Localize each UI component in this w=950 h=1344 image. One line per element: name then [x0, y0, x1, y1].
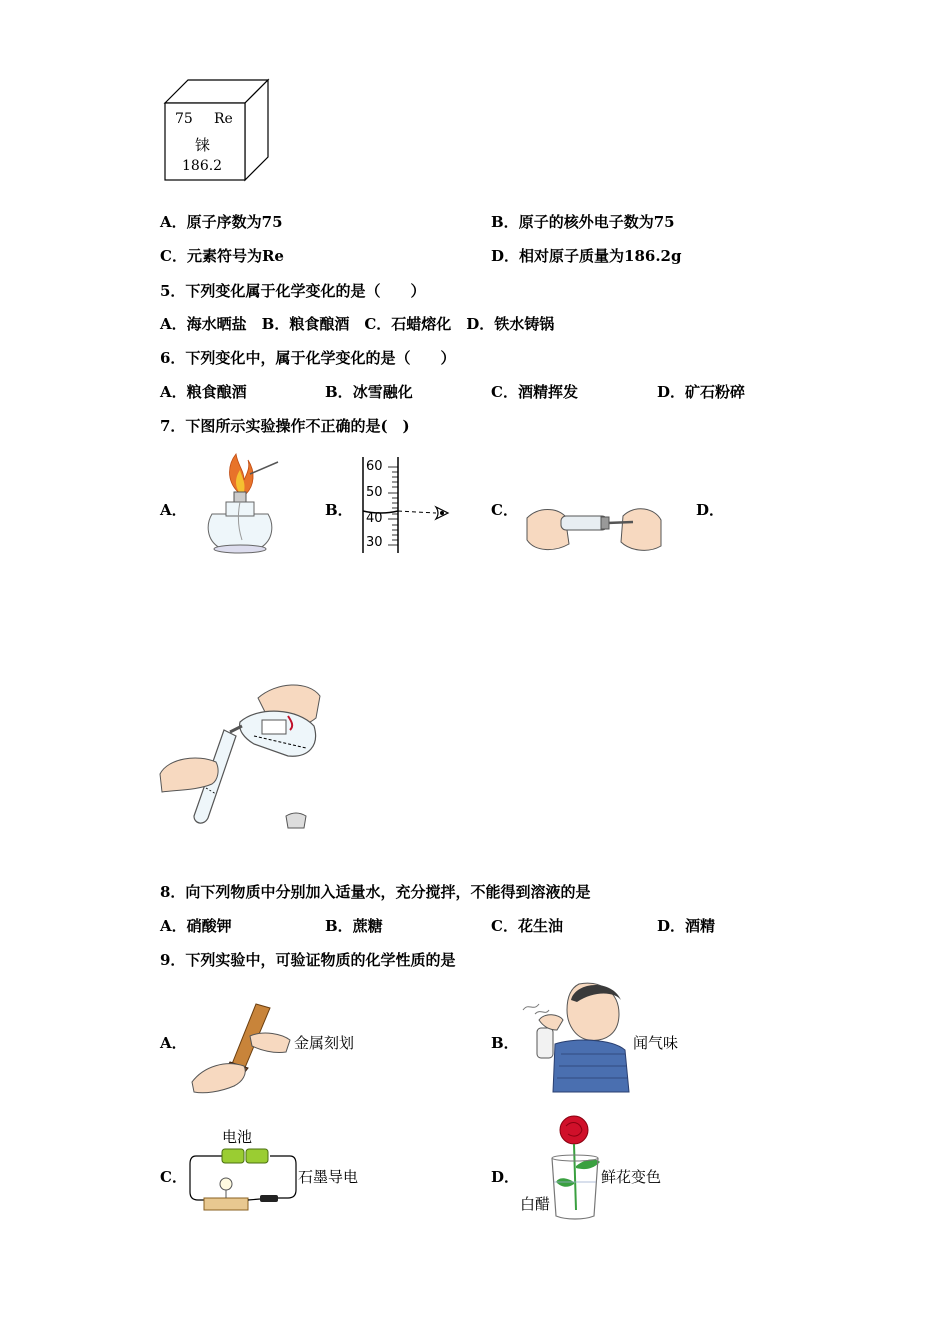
- q8-stem: 8．向下列物质中分别加入适量水，充分搅拌，不能得到溶液的是: [160, 883, 591, 901]
- option-text: 蔗糖: [352, 917, 383, 935]
- q4-option-b: [491, 211, 675, 232]
- pouring-liquid-figure: [158, 678, 328, 833]
- element-card: [160, 75, 275, 185]
- element-symbol: Re: [214, 111, 233, 127]
- option-letter: A．: [160, 917, 187, 935]
- option-letter: C．: [160, 247, 187, 265]
- q8-option-b: [325, 915, 383, 936]
- q5-stem: 5．下列变化属于化学变化的是（ ）: [160, 282, 426, 300]
- option-letter: B．: [491, 213, 519, 231]
- option-text: 元素符号为Re: [186, 247, 284, 265]
- option-letter: B．: [325, 917, 353, 935]
- graduated-cylinder-figure: [360, 455, 460, 555]
- q6-option-a: [160, 381, 247, 402]
- option-text: 酒精挥发: [517, 383, 578, 401]
- q7-letter-c: C．: [491, 501, 518, 519]
- option-text: 原子序数为75: [186, 213, 283, 231]
- option-text: 冰雪融化: [352, 383, 413, 401]
- cylinder-tick-50: 50: [366, 485, 383, 500]
- option-text: 相对原子质量为186.2g: [519, 247, 682, 265]
- option-letter: D．: [657, 917, 686, 935]
- graphite-circuit-figure: [188, 1144, 298, 1219]
- q8-option-c: [491, 915, 563, 936]
- option-letter: A．: [160, 213, 187, 231]
- q4-option-c: [160, 245, 284, 266]
- q7-letter-b: B．: [325, 501, 353, 519]
- vinegar-label: 白醋: [520, 1195, 551, 1213]
- metal-scratch-figure: [190, 1000, 295, 1095]
- option-text: 酒精: [685, 917, 716, 935]
- q9-stem: 9．下列实验中，可验证物质的化学性质的是: [160, 951, 456, 969]
- q9-caption-d: 鲜花变色: [601, 1168, 662, 1186]
- q7-letter-a: A．: [160, 501, 187, 519]
- q9-letter-a: A．: [160, 1034, 187, 1052]
- option-letter: C．: [491, 917, 518, 935]
- q7-stem: 7．下图所示实验操作不正确的是( ): [160, 417, 410, 435]
- q6-option-d: [657, 381, 745, 402]
- option-text: 硝酸钾: [186, 917, 232, 935]
- q5-options: A．海水晒盐 B．粮食酿酒 C．石蜡熔化 D．铁水铸锅: [160, 315, 555, 333]
- option-text: 原子的核外电子数为75: [518, 213, 675, 231]
- rose-in-vinegar-figure: [548, 1112, 608, 1222]
- option-letter: A．: [160, 383, 187, 401]
- cylinder-tick-40: 40: [366, 511, 383, 526]
- option-text: 矿石粉碎: [685, 383, 746, 401]
- q9-letter-c: C．: [160, 1168, 187, 1186]
- element-mass: 186.2: [182, 158, 223, 174]
- battery-label: 电池: [222, 1128, 253, 1146]
- q9-caption-b: 闻气味: [633, 1034, 679, 1052]
- option-letter: D．: [657, 383, 686, 401]
- cylinder-tick-30: 30: [366, 535, 383, 550]
- option-text: 花生油: [517, 917, 563, 935]
- q7-letter-d: D．: [696, 501, 725, 519]
- q6-stem: 6．下列变化中，属于化学变化的是（ ）: [160, 349, 456, 367]
- option-text: 粮食酿酒: [186, 383, 247, 401]
- option-letter: C．: [491, 383, 518, 401]
- q8-option-d: [657, 915, 715, 936]
- q6-option-b: [325, 381, 413, 402]
- q4-option-d: [491, 245, 681, 266]
- q6-option-c: [491, 381, 578, 402]
- cylinder-tick-60: 60: [366, 459, 383, 474]
- q4-option-a: [160, 211, 283, 232]
- element-name: 铼: [195, 136, 211, 154]
- element-number: 75: [175, 111, 193, 127]
- alcohol-lamp-figure: [198, 452, 288, 557]
- q8-option-a: [160, 915, 232, 936]
- q9-caption-c: 石墨导电: [298, 1168, 359, 1186]
- option-letter: D．: [491, 247, 520, 265]
- q9-letter-d: D．: [491, 1168, 520, 1186]
- glass-tube-connection-figure: [525, 500, 665, 556]
- q9-letter-b: B．: [491, 1034, 519, 1052]
- option-letter: B．: [325, 383, 353, 401]
- smelling-figure: [515, 980, 635, 1095]
- q9-caption-a: 金属刻划: [294, 1034, 355, 1052]
